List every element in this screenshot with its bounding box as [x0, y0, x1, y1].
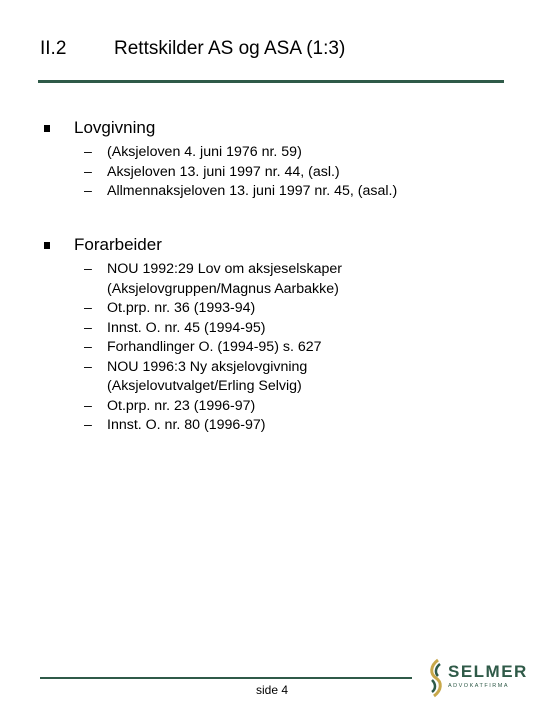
- list-item: [44, 397, 514, 417]
- dash-bullet-icon: –: [84, 397, 92, 414]
- dash-bullet-icon: –: [84, 358, 92, 375]
- list-item: [44, 143, 514, 163]
- list-item: [44, 319, 514, 339]
- list-item-text: Ot.prp. nr. 23 (1996-97): [107, 397, 256, 414]
- list-item: [44, 260, 514, 299]
- leaf-logo-icon: [426, 658, 446, 698]
- list-item-text: Innst. O. nr. 80 (1996-97): [107, 417, 266, 433]
- section-heading-label: Lovgivning: [74, 118, 156, 137]
- square-bullet-icon: [44, 125, 50, 132]
- footer-divider: [40, 677, 412, 679]
- section-heading-label: Forarbeider: [74, 235, 162, 254]
- list-item: [44, 338, 514, 358]
- list-item-text: NOU 1992:29 Lov om aksjeselskaper: [107, 261, 343, 277]
- selmer-logo: [426, 658, 528, 698]
- logo-subtext: ADVOKATFIRMA: [448, 683, 509, 689]
- list-item: [44, 163, 514, 183]
- list-item-text: (Aksjeloven 4. juni 1976 nr. 59): [107, 144, 302, 160]
- list-item: [44, 416, 514, 436]
- list-item-text: NOU 1996:3 Ny aksjelovgivning: [107, 358, 308, 375]
- list-item: [44, 358, 514, 397]
- section-heading: [44, 117, 514, 139]
- section-heading: [44, 234, 514, 256]
- list-item: [44, 299, 514, 319]
- list-item-text: Aksjeloven 13. juni 1997 nr. 44, (asl.): [107, 163, 340, 180]
- section-number: II.2: [40, 38, 67, 59]
- dash-bullet-icon: –: [84, 261, 92, 277]
- list-item-text-cont: (Aksjelovutvalget/Erling Selvig): [107, 378, 302, 394]
- slide-header: [0, 38, 540, 68]
- list-item-text: Allmennaksjeloven 13. juni 1997 nr. 45, (asal.): [107, 183, 398, 199]
- list-item-text: Forhandlinger O. (1994-95) s. 627: [107, 339, 322, 355]
- page-title: Rettskilder AS og ASA (1:3): [114, 38, 346, 59]
- dash-bullet-icon: –: [84, 163, 92, 180]
- dash-bullet-icon: –: [84, 183, 92, 199]
- header-divider: [38, 80, 504, 83]
- dash-bullet-icon: –: [84, 144, 92, 160]
- list-item-text-cont: (Aksjelovgruppen/Magnus Aarbakke): [107, 280, 339, 297]
- dash-bullet-icon: –: [84, 300, 92, 316]
- list-item-text: Innst. O. nr. 45 (1994-95): [107, 319, 266, 336]
- section-lovgivning: [44, 117, 514, 202]
- section-forarbeider: [44, 234, 514, 436]
- sub-list: [44, 260, 514, 436]
- square-bullet-icon: [44, 242, 50, 249]
- dash-bullet-icon: –: [84, 319, 92, 336]
- sub-list: [44, 143, 514, 202]
- list-item: [44, 182, 514, 202]
- logo-text: SELMER: [448, 662, 528, 681]
- list-item-text: Ot.prp. nr. 36 (1993-94): [107, 300, 256, 316]
- page-number: side 4: [256, 683, 289, 697]
- dash-bullet-icon: –: [84, 417, 92, 433]
- dash-bullet-icon: –: [84, 339, 92, 355]
